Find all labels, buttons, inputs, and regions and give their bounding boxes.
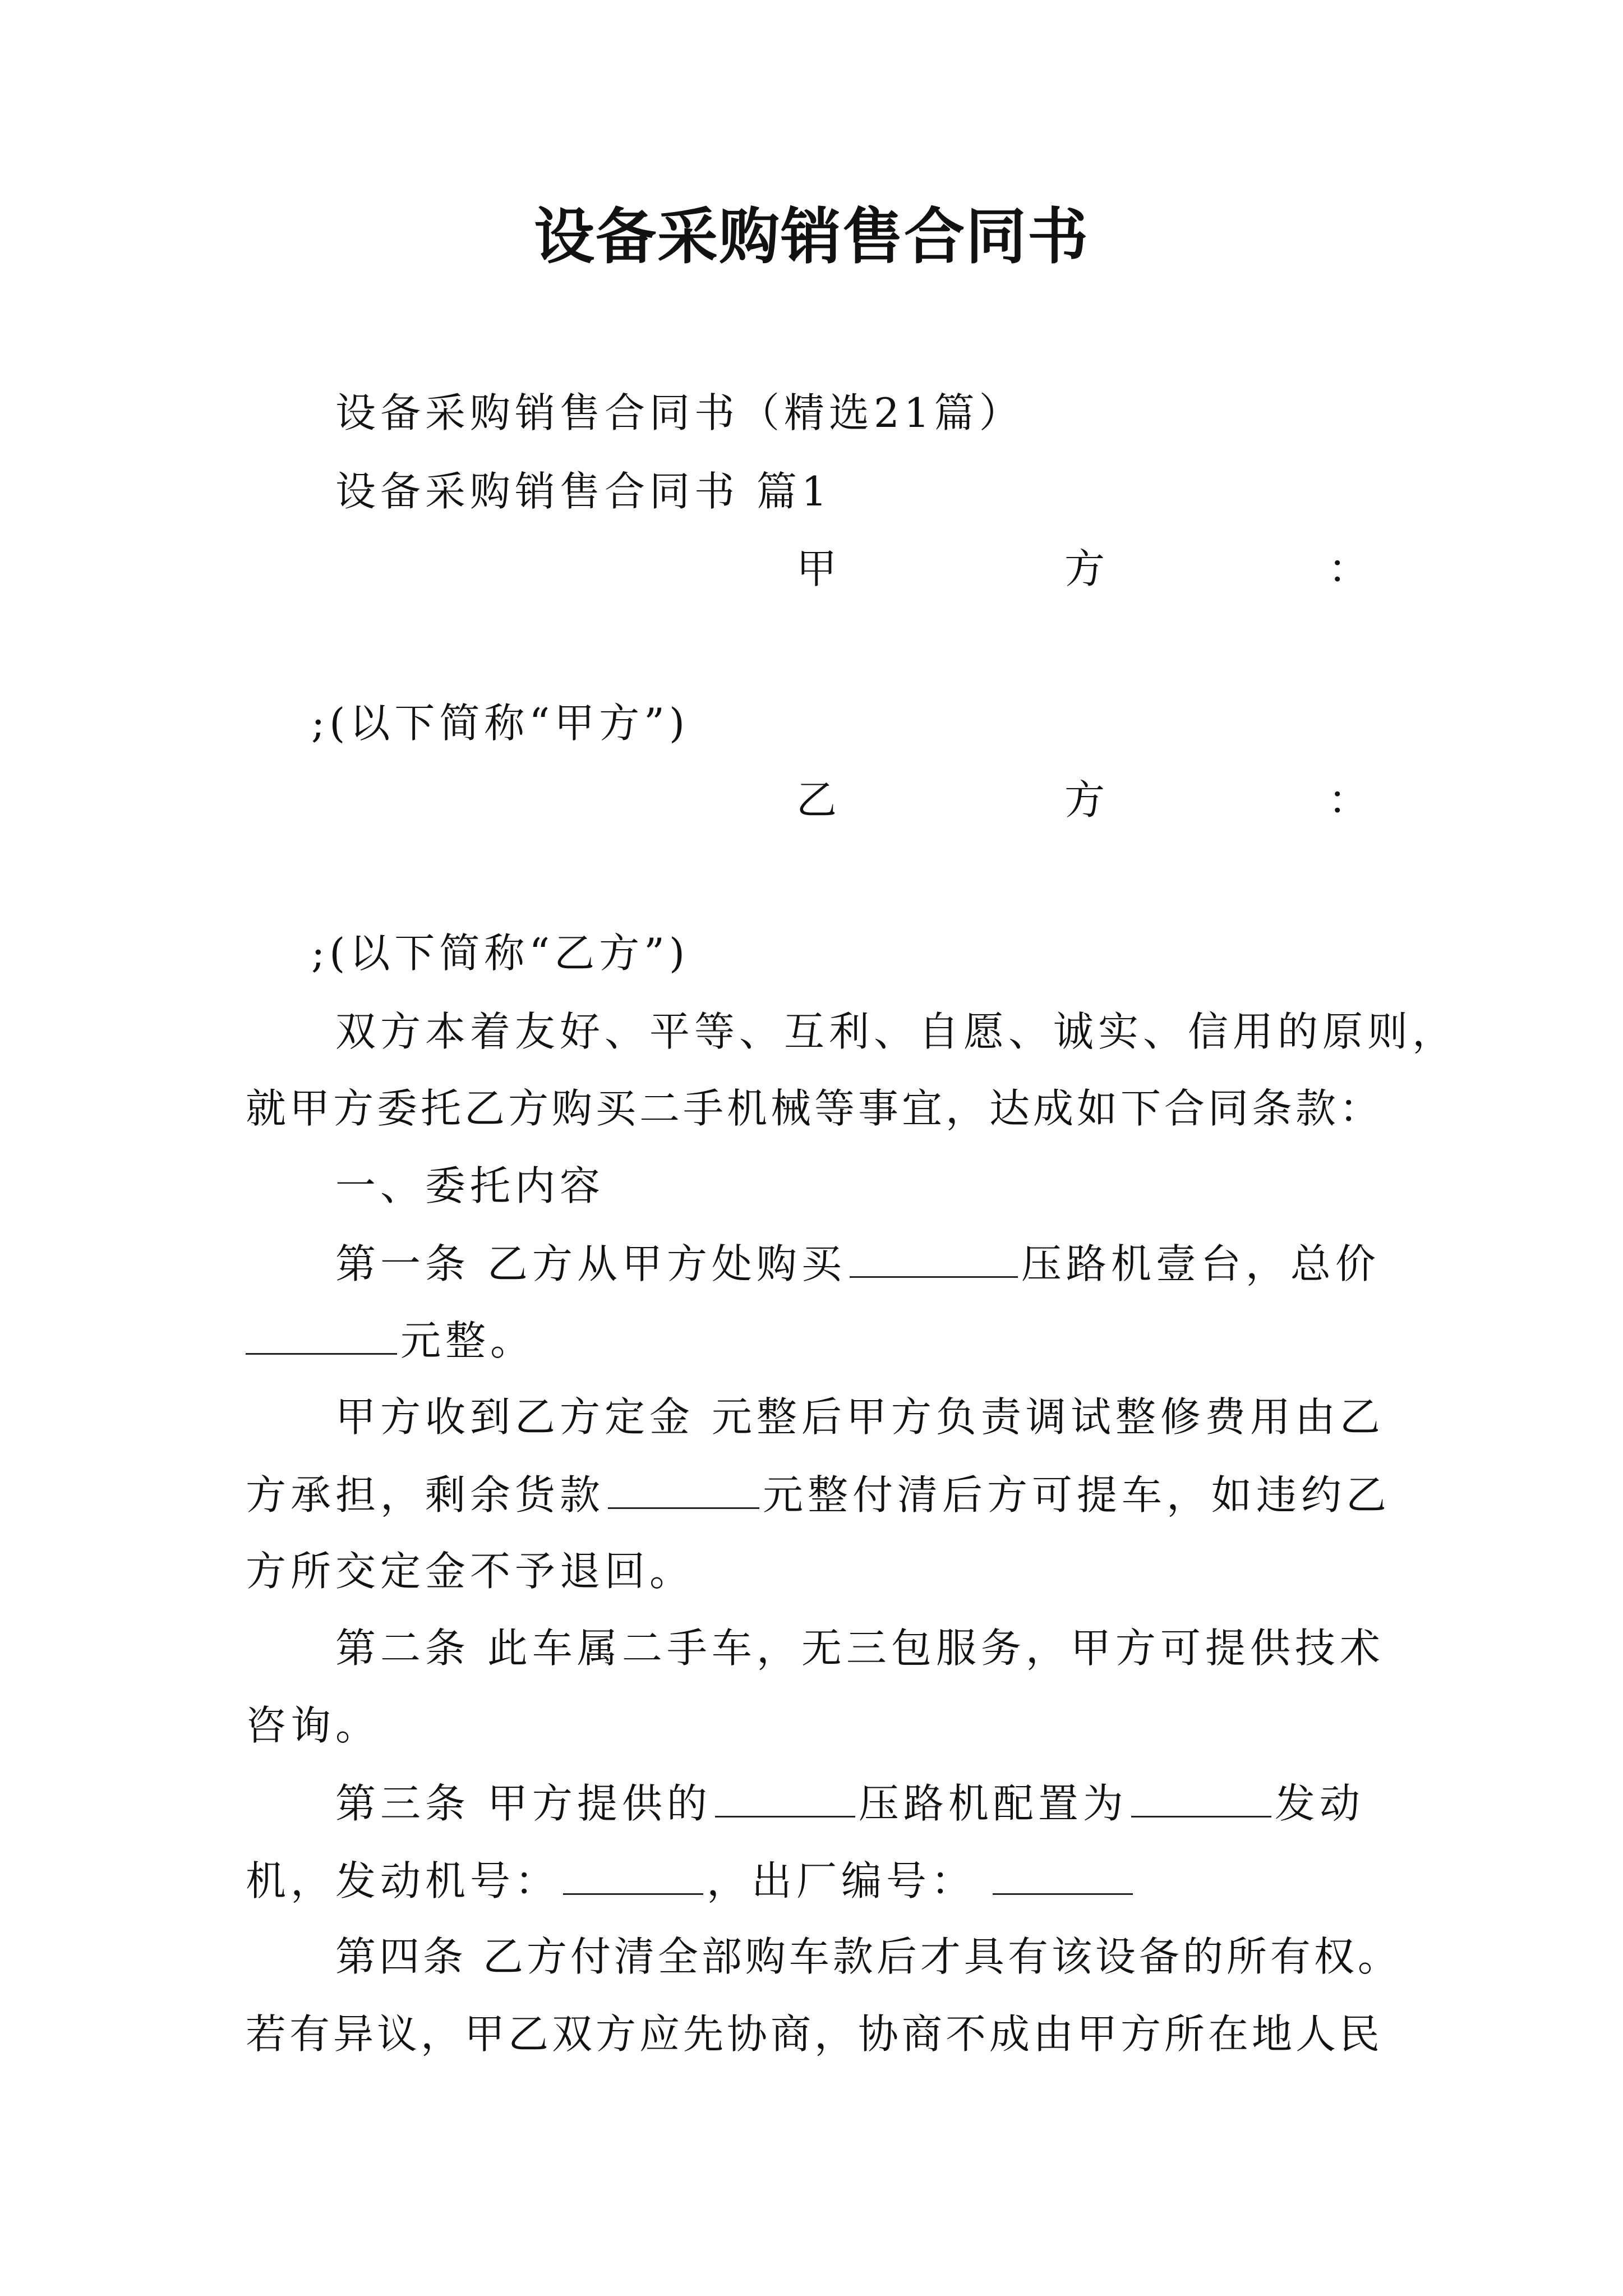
blank-remaining-payment <box>608 1474 759 1509</box>
party-a-char1: 甲 <box>796 545 837 592</box>
article-1-line-2 <box>246 1317 536 1364</box>
intro-line-1: 双方本着友好、平等、互利、自愿、诚实、信用的原则， <box>335 1008 1458 1055</box>
intro-line-2: 就甲方委托乙方购买二手机械等事宜，达成如下合同条款： <box>246 1085 1384 1132</box>
blank-factory-number <box>993 1860 1133 1895</box>
article-1-line-1 <box>335 1240 1380 1287</box>
article-3-text-e: ，出厂编号： <box>707 1857 976 1904</box>
article-3-text-c: 发动 <box>1274 1780 1364 1827</box>
article-3-line-2 <box>246 1857 1136 1904</box>
section-heading: 设备采购销售合同书 篇1 <box>335 468 832 515</box>
party-b-char2: 方 <box>1064 776 1105 823</box>
article-2-line-2: 咨询。 <box>246 1702 381 1749</box>
party-a-note: ;(以下简称“甲方”) <box>311 700 690 747</box>
article-3-text-a: 第三条 甲方提供的 <box>335 1780 712 1827</box>
blank-roller-supplied <box>715 1782 855 1818</box>
article-2-line-1: 第二条 此车属二手车，无三包服务，甲方可提供技术 <box>335 1625 1385 1672</box>
subtitle: 设备采购销售合同书（精选21篇） <box>335 389 1024 436</box>
party-b-note: ;(以下简称“乙方”) <box>311 930 690 977</box>
article-3-text-d: 机，发动机号： <box>246 1857 560 1904</box>
article-3-line-1 <box>335 1780 1364 1827</box>
article-3-text-b: 压路机配置为 <box>858 1780 1128 1827</box>
article-4-line-2: 若有异议，甲乙双方应先协商，协商不成由甲方所在地人民 <box>246 2010 1384 2058</box>
party-a-char2: 方 <box>1064 545 1105 592</box>
blank-engine-number <box>563 1860 703 1895</box>
para-2-line-1: 甲方收到乙方定金 元整后甲方负责调试整修费用由乙 <box>335 1393 1385 1441</box>
heading-entrust-content: 一、委托内容 <box>335 1162 605 1209</box>
party-b-colon: ： <box>1328 776 1369 823</box>
article-4-line-1: 第四条 乙方付清全部购车款后才具有该设备的所有权。 <box>335 1933 1401 1980</box>
blank-configuration <box>1131 1782 1271 1818</box>
para-2-text-b: 元整付清后方可提车，如违约乙 <box>763 1471 1391 1519</box>
article-1-text-c: 元整。 <box>400 1317 536 1364</box>
para-2-line-3: 方所交定金不予退回。 <box>246 1548 695 1595</box>
blank-total-price <box>246 1319 397 1355</box>
party-b-char1: 乙 <box>796 776 837 823</box>
article-1-text-b: 压路机壹台，总价 <box>1021 1240 1380 1287</box>
para-2-line-2 <box>246 1471 1391 1519</box>
article-1-text-a: 第一条 乙方从甲方处购买 <box>335 1240 846 1287</box>
document-title: 设备采购销售合同书 <box>533 201 1089 272</box>
para-2-text-a: 方承担，剩余货款 <box>246 1471 605 1519</box>
blank-model <box>850 1243 1018 1278</box>
party-a-colon: ： <box>1328 545 1369 592</box>
